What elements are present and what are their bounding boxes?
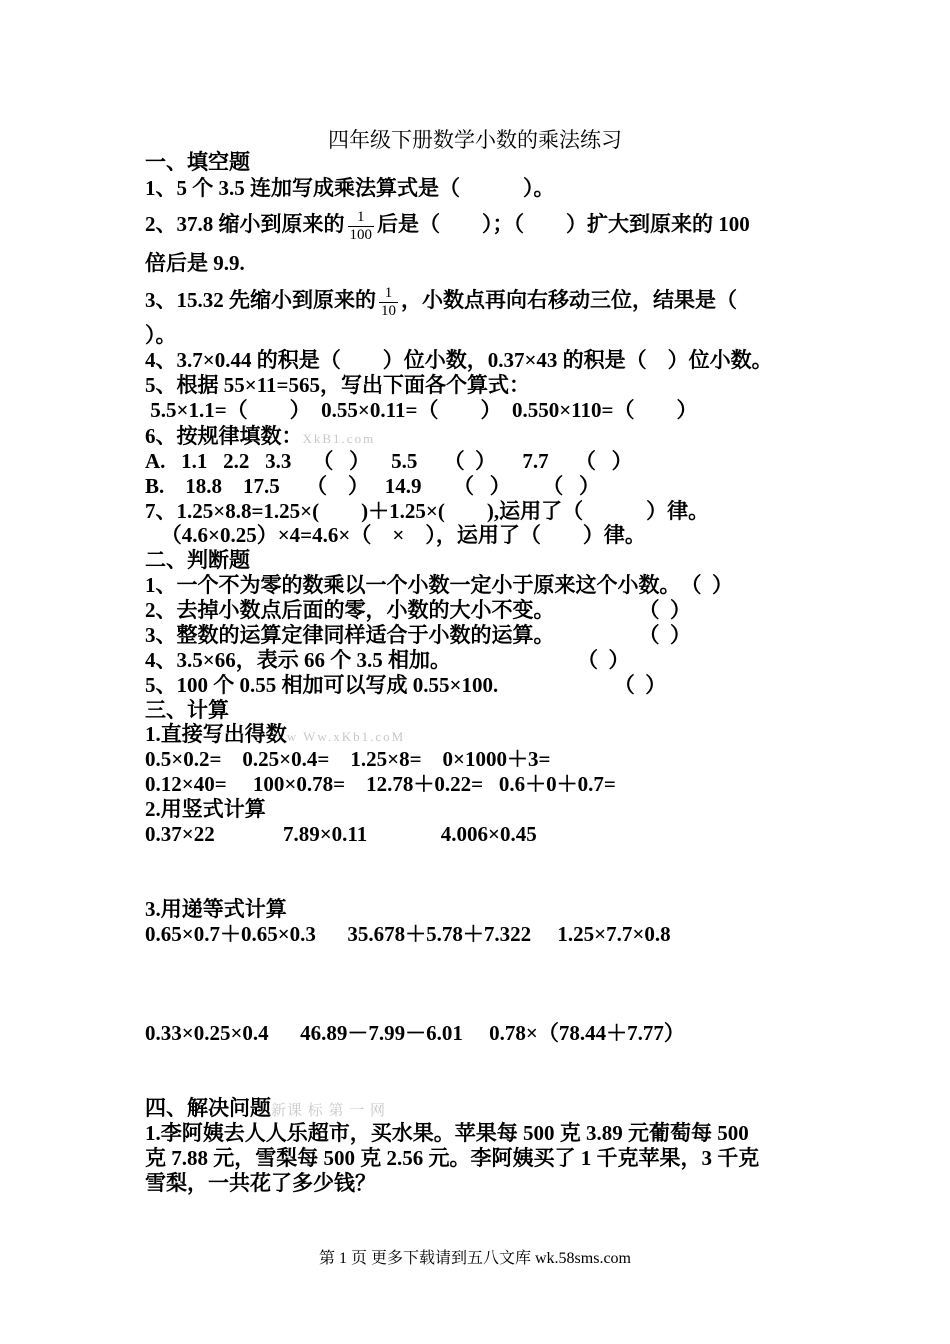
section-1-heading: 一、填空题 (145, 150, 250, 174)
problem-line-1: 1.李阿姨去人人乐超市，买水果。苹果每 500 克 3.89 元葡萄每 500 (145, 1121, 749, 1145)
judge-item-5: 5、100 个 0.55 相加可以写成 0.55×100. （ ） (145, 673, 667, 697)
watermark-text: 新课 标 第 一 网 (271, 1103, 387, 1119)
question-1-7: 7、1.25×8.8=1.25×( )＋1.25×( ),运用了（ ）律。 (145, 499, 710, 523)
question-1-2-text-b: 后是（ ）；（ ）扩大到原来的 100 (377, 212, 750, 236)
question-1-6 (145, 424, 375, 451)
problem-line-2: 克 7.88 元，雪梨每 500 克 2.56 元。李阿姨买了 1 千克苹果，3 千克 (145, 1146, 760, 1170)
question-1-1: 1、5 个 3.5 连加写成乘法算式是（ ）。 (145, 176, 555, 200)
page-title: 四年级下册数学小数的乘法练习 (328, 128, 622, 152)
problem-line-3: 雪梨，一共花了多少钱？ (145, 1171, 376, 1195)
question-1-5: 5、根据 55×11=565，写出下面各个算式： (145, 373, 531, 397)
section-2-heading: 二、判断题 (145, 548, 250, 572)
question-1-6-row-a: A. 1.1 2.2 3.3 （ ） 5.5 （ ） 7.7 （ ） (145, 449, 633, 473)
subsection-direct-answers-label: 1.直接写出得数 (145, 722, 287, 746)
fraction-denominator: 100 (349, 226, 372, 243)
judge-item-2: 2、去掉小数点后面的零，小数的大小不变。 （ ） (145, 598, 691, 622)
calc-row-3: 0.37×22 7.89×0.11 4.006×0.45 (145, 822, 537, 846)
calc-row-5: 0.33×0.25×0.4 46.89－7.99－6.01 0.78×（78.44＋7.77） (145, 1021, 685, 1045)
question-1-3 (145, 280, 737, 320)
question-1-7-continued: （4.6×0.25）×4=4.6×（ × ），运用了（ ）律。 (145, 523, 646, 547)
subsection-direct-answers (145, 722, 405, 749)
judge-item-4: 4、3.5×66，表示 66 个 3.5 相加。 （ ） (145, 648, 630, 672)
judge-item-3: 3、整数的运算定律同样适合于小数的运算。 （ ） (145, 623, 691, 647)
calc-row-1: 0.5×0.2= 0.25×0.4= 1.25×8= 0×1000＋3= (145, 747, 551, 771)
question-1-5-items: 5.5×1.1=（ ） 0.55×0.11=（ ） 0.550×110=（ ） (145, 398, 698, 422)
subsection-vertical-calc: 2.用竖式计算 (145, 797, 266, 821)
fraction-numerator: 1 (348, 209, 375, 227)
question-1-3-continued: ）。 (145, 323, 177, 347)
question-1-6-row-b: B. 18.8 17.5 （ ） 14.9 （ ） （ ） (145, 474, 601, 498)
subsection-step-calc: 3.用递等式计算 (145, 897, 287, 921)
page-footer: 第 1 页 更多下载请到五八文库 wk.58sms.com (318, 1250, 631, 1267)
section-3-heading: 三、计算 (145, 698, 229, 722)
question-1-2-continued: 倍后是 9.9. (145, 251, 245, 275)
watermark-text: w Ww.xKb1.coM (286, 729, 406, 744)
fraction-denominator: 10 (381, 302, 396, 319)
question-1-2-text-a: 2、37.8 缩小到原来的 (145, 212, 345, 236)
question-1-3-text-b: ，小数点再向右移动三位，结果是（ (401, 288, 737, 312)
question-1-2 (145, 204, 750, 244)
fraction-one-tenth (379, 285, 398, 320)
fraction-numerator: 1 (379, 285, 398, 303)
section-4-heading-label: 四、解决问题 (145, 1096, 271, 1120)
section-4-heading (145, 1096, 386, 1123)
watermark-text: XkB1.com (302, 431, 376, 446)
calc-row-2: 0.12×40= 100×0.78= 12.78＋0.22= 0.6＋0＋0.7= (145, 772, 616, 796)
question-1-4: 4、3.7×0.44 的积是（ ）位小数，0.37×43 的积是（ ）位小数。 (145, 348, 773, 372)
question-1-3-text-a: 3、15.32 先缩小到原来的 (145, 288, 376, 312)
fraction-one-hundredth (348, 209, 375, 244)
judge-item-1: 1、一个不为零的数乘以一个小数一定小于原来这个小数。 （ ） (145, 573, 733, 597)
question-1-6-text: 6、按规律填数： (145, 424, 303, 448)
calc-row-4: 0.65×0.7＋0.65×0.3 35.678＋5.78＋7.322 1.25×7.7×0.8 (145, 922, 671, 946)
